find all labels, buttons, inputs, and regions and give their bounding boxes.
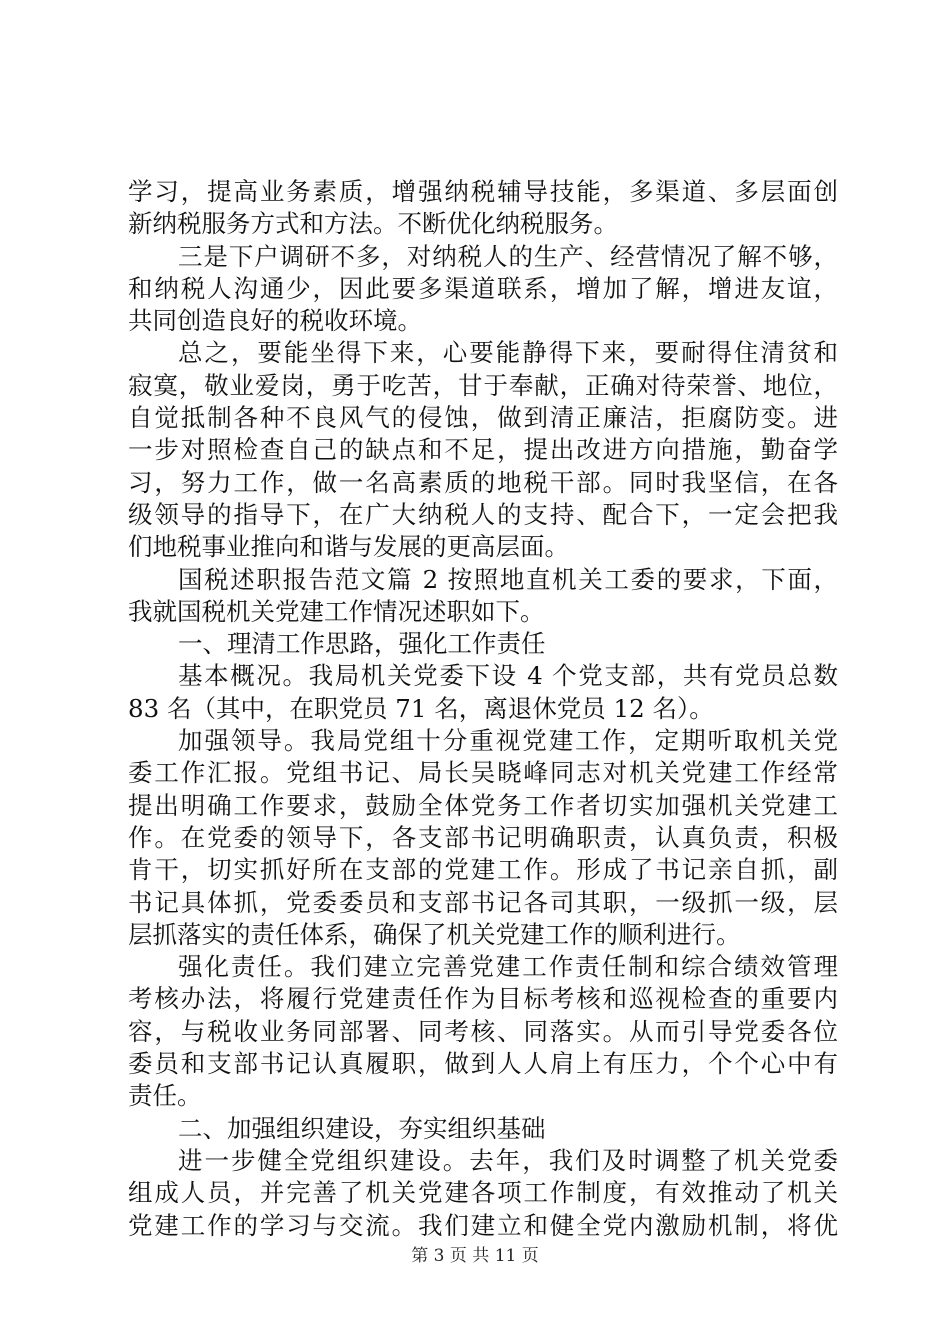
text-line: 习，努力工作，做一名高素质的地税干部。同时我坚信，在各 [128, 467, 838, 497]
text-line: 进一步健全党组织建设。去年，我们及时调整了机关党委 [178, 1145, 838, 1175]
text-line: 基本概况。我局机关党委下设 4 个党支部，共有党员总数 [178, 661, 838, 691]
text-line: 自觉抵制各种不良风气的侵蚀，做到清正廉洁，拒腐防变。进 [128, 403, 838, 433]
text-line: 作。在党委的领导下，各支部书记明确职责，认真负责，积极 [128, 822, 838, 852]
text-line: 委员和支部书记认真履职，做到人人肩上有压力，个个心中有 [128, 1049, 838, 1079]
text-line: 总之，要能坐得下来，心要能静得下来，要耐得住清贫和 [178, 338, 838, 368]
text-line: 寂寞，敬业爱岗，勇于吃苦，甘于奉献，正确对待荣誉、地位， [128, 370, 838, 400]
text-line: 层抓落实的责任体系，确保了机关党建工作的顺利进行。 [128, 919, 741, 949]
text-line: 们地税事业推向和谐与发展的更高层面。 [128, 532, 569, 562]
text-line: 一步对照检查自己的缺点和不足，提出改进方向措施，勤奋学 [128, 435, 838, 465]
text-line: 国税述职报告范文篇 2 按照地直机关工委的要求，下面， [178, 564, 838, 594]
text-line: 三是下户调研不多，对纳税人的生产、经营情况了解不够， [178, 241, 838, 271]
document-body [128, 176, 838, 1242]
text-line: 83 名（其中，在职党员 71 名，离退休党员 12 名）。 [128, 693, 714, 723]
text-line: 肯干，切实抓好所在支部的党建工作。形成了书记亲自抓，副 [128, 855, 838, 885]
text-line: 新纳税服务方式和方法。不断优化纳税服务。 [128, 209, 618, 239]
text-line: 责任。 [128, 1081, 202, 1111]
text-line: 级领导的指导下，在广大纳税人的支持、配合下，一定会把我 [128, 499, 838, 529]
text-line: 提出明确工作要求，鼓励全体党务工作者切实加强机关党建工 [128, 790, 838, 820]
text-line: 一、理清工作思路，强化工作责任 [178, 629, 546, 659]
text-line: 加强领导。我局党组十分重视党建工作，定期听取机关党 [178, 726, 838, 756]
text-line: 党建工作的学习与交流。我们建立和健全党内激励机制，将优 [128, 1210, 838, 1240]
text-line: 组成人员，并完善了机关党建各项工作制度，有效推动了机关 [128, 1178, 838, 1208]
text-line: 考核办法，将履行党建责任作为目标考核和巡视检查的重要内 [128, 984, 838, 1014]
text-line: 学习，提高业务素质，增强纳税辅导技能，多渠道、多层面创 [128, 177, 838, 206]
text-line: 我就国税机关党建工作情况述职如下。 [128, 596, 545, 626]
text-line: 和纳税人沟通少，因此要多渠道联系，增加了解，增进友谊， [128, 273, 838, 303]
text-line: 书记具体抓，党委委员和支部书记各司其职，一级抓一级，层 [128, 887, 838, 917]
text-line: 委工作汇报。党组书记、局长吴晓峰同志对机关党建工作经常 [128, 758, 838, 788]
text-line: 强化责任。我们建立完善党建工作责任制和综合绩效管理 [178, 952, 838, 982]
text-line: 共同创造良好的税收环境。 [128, 306, 422, 336]
text-line: 二、加强组织建设，夯实组织基础 [178, 1113, 546, 1143]
page-footer: 第 3 页 共 11 页 [411, 1246, 539, 1266]
text-line: 容，与税收业务同部署、同考核、同落实。从而引导党委各位 [128, 1016, 838, 1046]
